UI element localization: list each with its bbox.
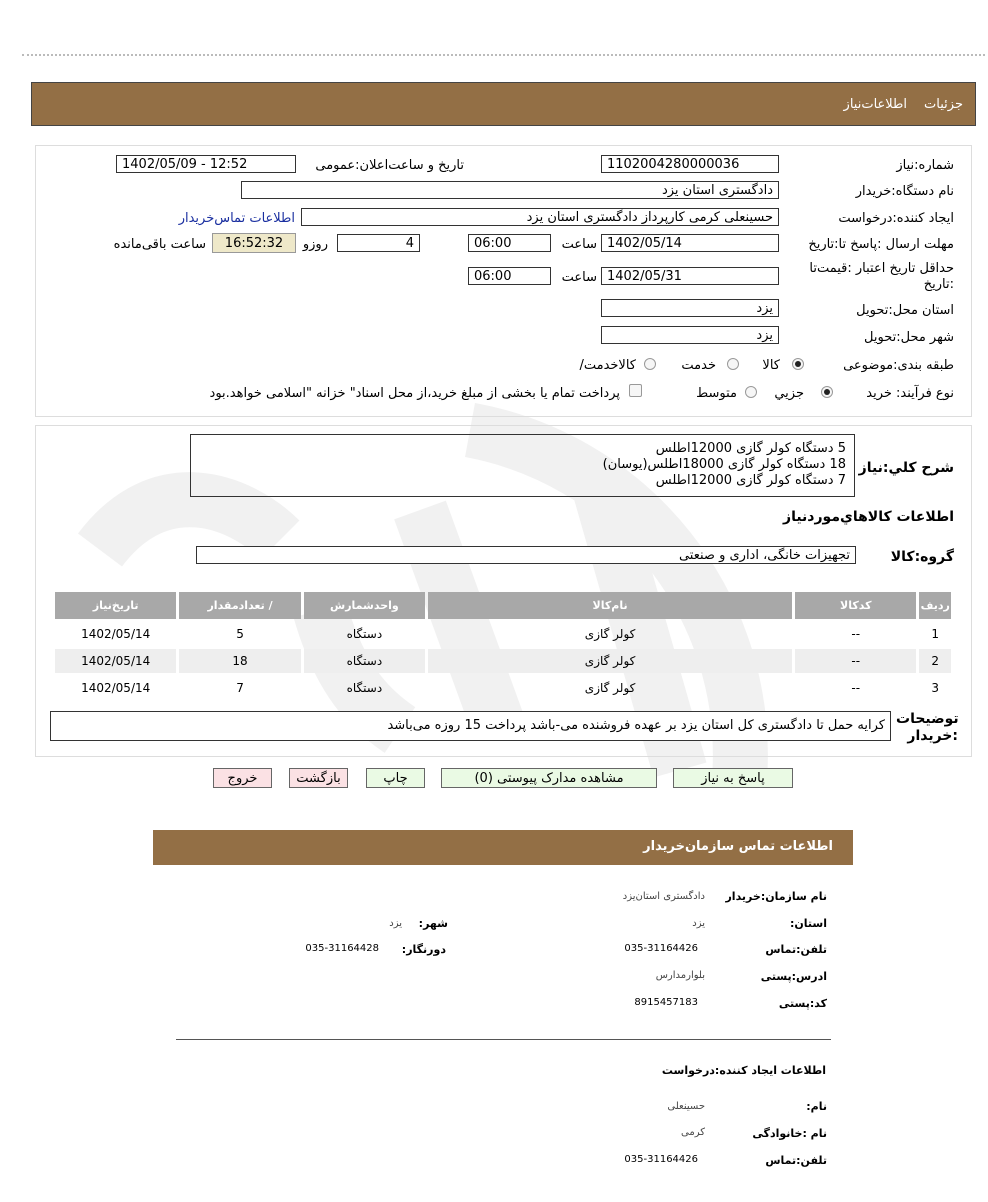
cell-qty: 7 bbox=[236, 681, 244, 695]
buyer-org-field[interactable]: دادگستری استان یزد bbox=[241, 181, 779, 199]
days-field[interactable]: 4 bbox=[337, 234, 420, 252]
city-field[interactable]: یزد bbox=[601, 326, 779, 344]
deadline-label: مهلت ارسال :پاسخ تا:تاریخ bbox=[808, 237, 954, 252]
fax-label: :دورنگار bbox=[401, 943, 446, 956]
deadline-time-field[interactable]: 06:00 bbox=[468, 234, 551, 252]
province-label: استان محل:تحویل bbox=[856, 303, 954, 318]
remaining-label: ساعت باقی‌مانده bbox=[113, 237, 206, 252]
creator-name-value: حسینعلی bbox=[667, 1101, 705, 1112]
contact-header bbox=[153, 830, 853, 865]
breadcrumb-need-info[interactable]: اطلاعات‌نیاز bbox=[843, 97, 907, 112]
phone-value: 035-31164426 bbox=[624, 943, 698, 954]
buyer-notes-field[interactable]: کرایه حمل تا دادگستری کل استان یزد بر عهده فروشنده می-باشد پرداخت 15 روزه می‌باشد bbox=[50, 711, 891, 741]
category-both-radio[interactable] bbox=[644, 358, 656, 370]
address-value: بلوارمدارس bbox=[655, 970, 705, 981]
cell-date: 1402/05/14 bbox=[81, 681, 151, 695]
summary-line: 5 دستگاه کولر گازی 12000اطلس bbox=[655, 441, 846, 456]
city-contact-label: :شهر bbox=[418, 917, 448, 930]
exit-button[interactable]: خروج bbox=[213, 768, 272, 788]
col-qty-header: / تعدادمقدار bbox=[179, 592, 300, 619]
creator-info-heading: اطلاعات ایجاد کننده:درخواست bbox=[661, 1064, 826, 1077]
postal-code-label: کد:پستی bbox=[778, 997, 827, 1010]
view-attachments-button[interactable]: مشاهده مدارک پیوستی (0) bbox=[441, 768, 657, 788]
need-number-field[interactable]: 1102004280000036 bbox=[601, 155, 779, 173]
cell-row: 1 bbox=[931, 627, 940, 641]
goods-info-heading: اطلاعات کالاهاي‌موردنیاز bbox=[783, 509, 954, 525]
treasury-payment-checkbox[interactable] bbox=[629, 384, 642, 397]
process-partial-label: جزیي bbox=[774, 386, 804, 401]
table-row bbox=[55, 622, 951, 646]
cell-qty: 18 bbox=[179, 649, 300, 673]
cell-name: کولر گازی bbox=[428, 649, 792, 673]
cell-qty: 5 bbox=[236, 627, 244, 641]
summary-line: 7 دستگاه کولر گازی 12000اطلس bbox=[655, 473, 846, 488]
cell-code: -- bbox=[795, 649, 916, 673]
page-header bbox=[31, 82, 976, 126]
validity-hour-label: ساعت bbox=[561, 270, 597, 285]
creator-family-label: نام :خانوادگی bbox=[752, 1127, 827, 1140]
category-goods-radio[interactable] bbox=[792, 358, 804, 370]
buyer-org-label: نام دستگاه:خریدار bbox=[855, 184, 954, 199]
contact-divider bbox=[176, 1039, 831, 1040]
goods-table bbox=[52, 589, 954, 703]
summary-text bbox=[190, 434, 855, 497]
buyer-contact-link[interactable]: اطلاعات تماس‌خریدار bbox=[178, 211, 295, 226]
creator-field[interactable]: حسینعلی کرمی کارپرداز دادگستری استان یزد bbox=[301, 208, 779, 226]
cell-name: کولر گازی bbox=[584, 681, 636, 695]
deadline-hour-label: ساعت bbox=[561, 237, 597, 252]
city-contact-value: یزد bbox=[389, 918, 402, 929]
goods-group-field[interactable]: تجهیزات خانگی، اداری و صنعتی bbox=[196, 546, 856, 564]
table-row bbox=[55, 649, 951, 673]
city-label: شهر محل:تحویل bbox=[864, 330, 954, 345]
process-medium-label: متوسط bbox=[696, 386, 737, 401]
category-goods-label: کالا bbox=[762, 358, 780, 373]
cell-unit: دستگاه bbox=[346, 681, 383, 695]
reply-button[interactable]: پاسخ به نیاز bbox=[673, 768, 793, 788]
fax-value: 035-31164428 bbox=[305, 943, 379, 954]
top-divider bbox=[22, 54, 985, 56]
col-row-header: ردیف bbox=[919, 592, 951, 619]
address-label: ادرس:پستی bbox=[760, 970, 827, 983]
table-header-row bbox=[55, 592, 951, 619]
postal-code-value: 8915457183 bbox=[634, 997, 698, 1008]
remaining-time-badge: 16:52:32 bbox=[212, 233, 296, 253]
validity-label: حداقل تاریخ اعتبار :قیمت‌تا :تاریخ bbox=[809, 261, 954, 292]
creator-phone-value: 035-31164426 bbox=[624, 1154, 698, 1165]
creator-label: ایجاد کننده:درخواست bbox=[838, 211, 954, 226]
days-label: روزو bbox=[302, 237, 328, 252]
summary-line: 18 دستگاه کولر گازی 18000اطلس(یوسان) bbox=[602, 457, 846, 472]
cell-code: -- bbox=[851, 627, 861, 641]
validity-date-field[interactable]: 1402/05/31 bbox=[601, 267, 779, 285]
col-code-header: کدکالا bbox=[795, 592, 916, 619]
cell-date: 1402/05/14 bbox=[55, 649, 176, 673]
contact-title: اطلاعات تماس سازمان‌خریدار bbox=[643, 839, 833, 854]
cell-row: 3 bbox=[931, 681, 940, 695]
org-name-value: دادگستری استان‌یزد bbox=[622, 891, 705, 902]
process-partial-radio[interactable] bbox=[821, 386, 833, 398]
category-service-label: خدمت bbox=[681, 358, 716, 373]
category-both-label: /کالاخدمت bbox=[579, 358, 636, 373]
deadline-date-field[interactable]: 1402/05/14 bbox=[601, 234, 779, 252]
creator-name-label: :نام bbox=[806, 1100, 827, 1113]
col-name-header: نام‌کالا bbox=[428, 592, 792, 619]
cell-row: 2 bbox=[919, 649, 951, 673]
process-label: نوع فرآیند: خرید bbox=[866, 386, 954, 401]
col-date-header: تاریخ‌نیاز bbox=[55, 592, 176, 619]
print-button[interactable]: چاپ bbox=[366, 768, 425, 788]
creator-family-value: کرمی bbox=[681, 1127, 705, 1138]
cell-code: -- bbox=[851, 681, 861, 695]
cell-unit: دستگاه bbox=[346, 627, 383, 641]
goods-group-label: گروه:کالا bbox=[890, 549, 954, 565]
buyer-notes-label: توضیحات :خریدار bbox=[896, 711, 959, 744]
announce-field[interactable]: 1402/05/09 - 12:52 bbox=[116, 155, 296, 173]
org-name-label: نام سازمان:خریدار bbox=[725, 890, 827, 903]
back-button[interactable]: بازگشت bbox=[289, 768, 348, 788]
province-contact-value: یزد bbox=[692, 918, 705, 929]
cell-unit: دستگاه bbox=[304, 649, 425, 673]
validity-time-field[interactable]: 06:00 bbox=[468, 267, 551, 285]
cell-name: کولر گازی bbox=[584, 627, 636, 641]
process-medium-radio[interactable] bbox=[745, 386, 757, 398]
table-row bbox=[55, 676, 951, 700]
breadcrumb-details[interactable]: جزئیات bbox=[924, 97, 963, 112]
creator-phone-label: تلفن:تماس bbox=[765, 1154, 827, 1167]
category-service-radio[interactable] bbox=[727, 358, 739, 370]
province-field[interactable]: یزد bbox=[601, 299, 779, 317]
need-number-label: شماره:نیاز bbox=[896, 158, 954, 173]
category-label: طبقه بندی:موضوعی bbox=[843, 358, 954, 373]
summary-label: شرح کلي:نیاز bbox=[858, 460, 954, 476]
col-unit-header: واحدشمارش bbox=[304, 592, 425, 619]
treasury-payment-label: پرداخت تمام یا بخشی از مبلغ خرید،از محل اسناد" خزانه "اسلامی خواهد.بود bbox=[209, 386, 620, 401]
province-contact-label: :استان bbox=[789, 917, 827, 930]
phone-label: تلفن:تماس bbox=[765, 943, 827, 956]
cell-date: 1402/05/14 bbox=[81, 627, 151, 641]
announce-label: تاریخ و ساعت‌اعلان:عمومی bbox=[315, 158, 464, 173]
